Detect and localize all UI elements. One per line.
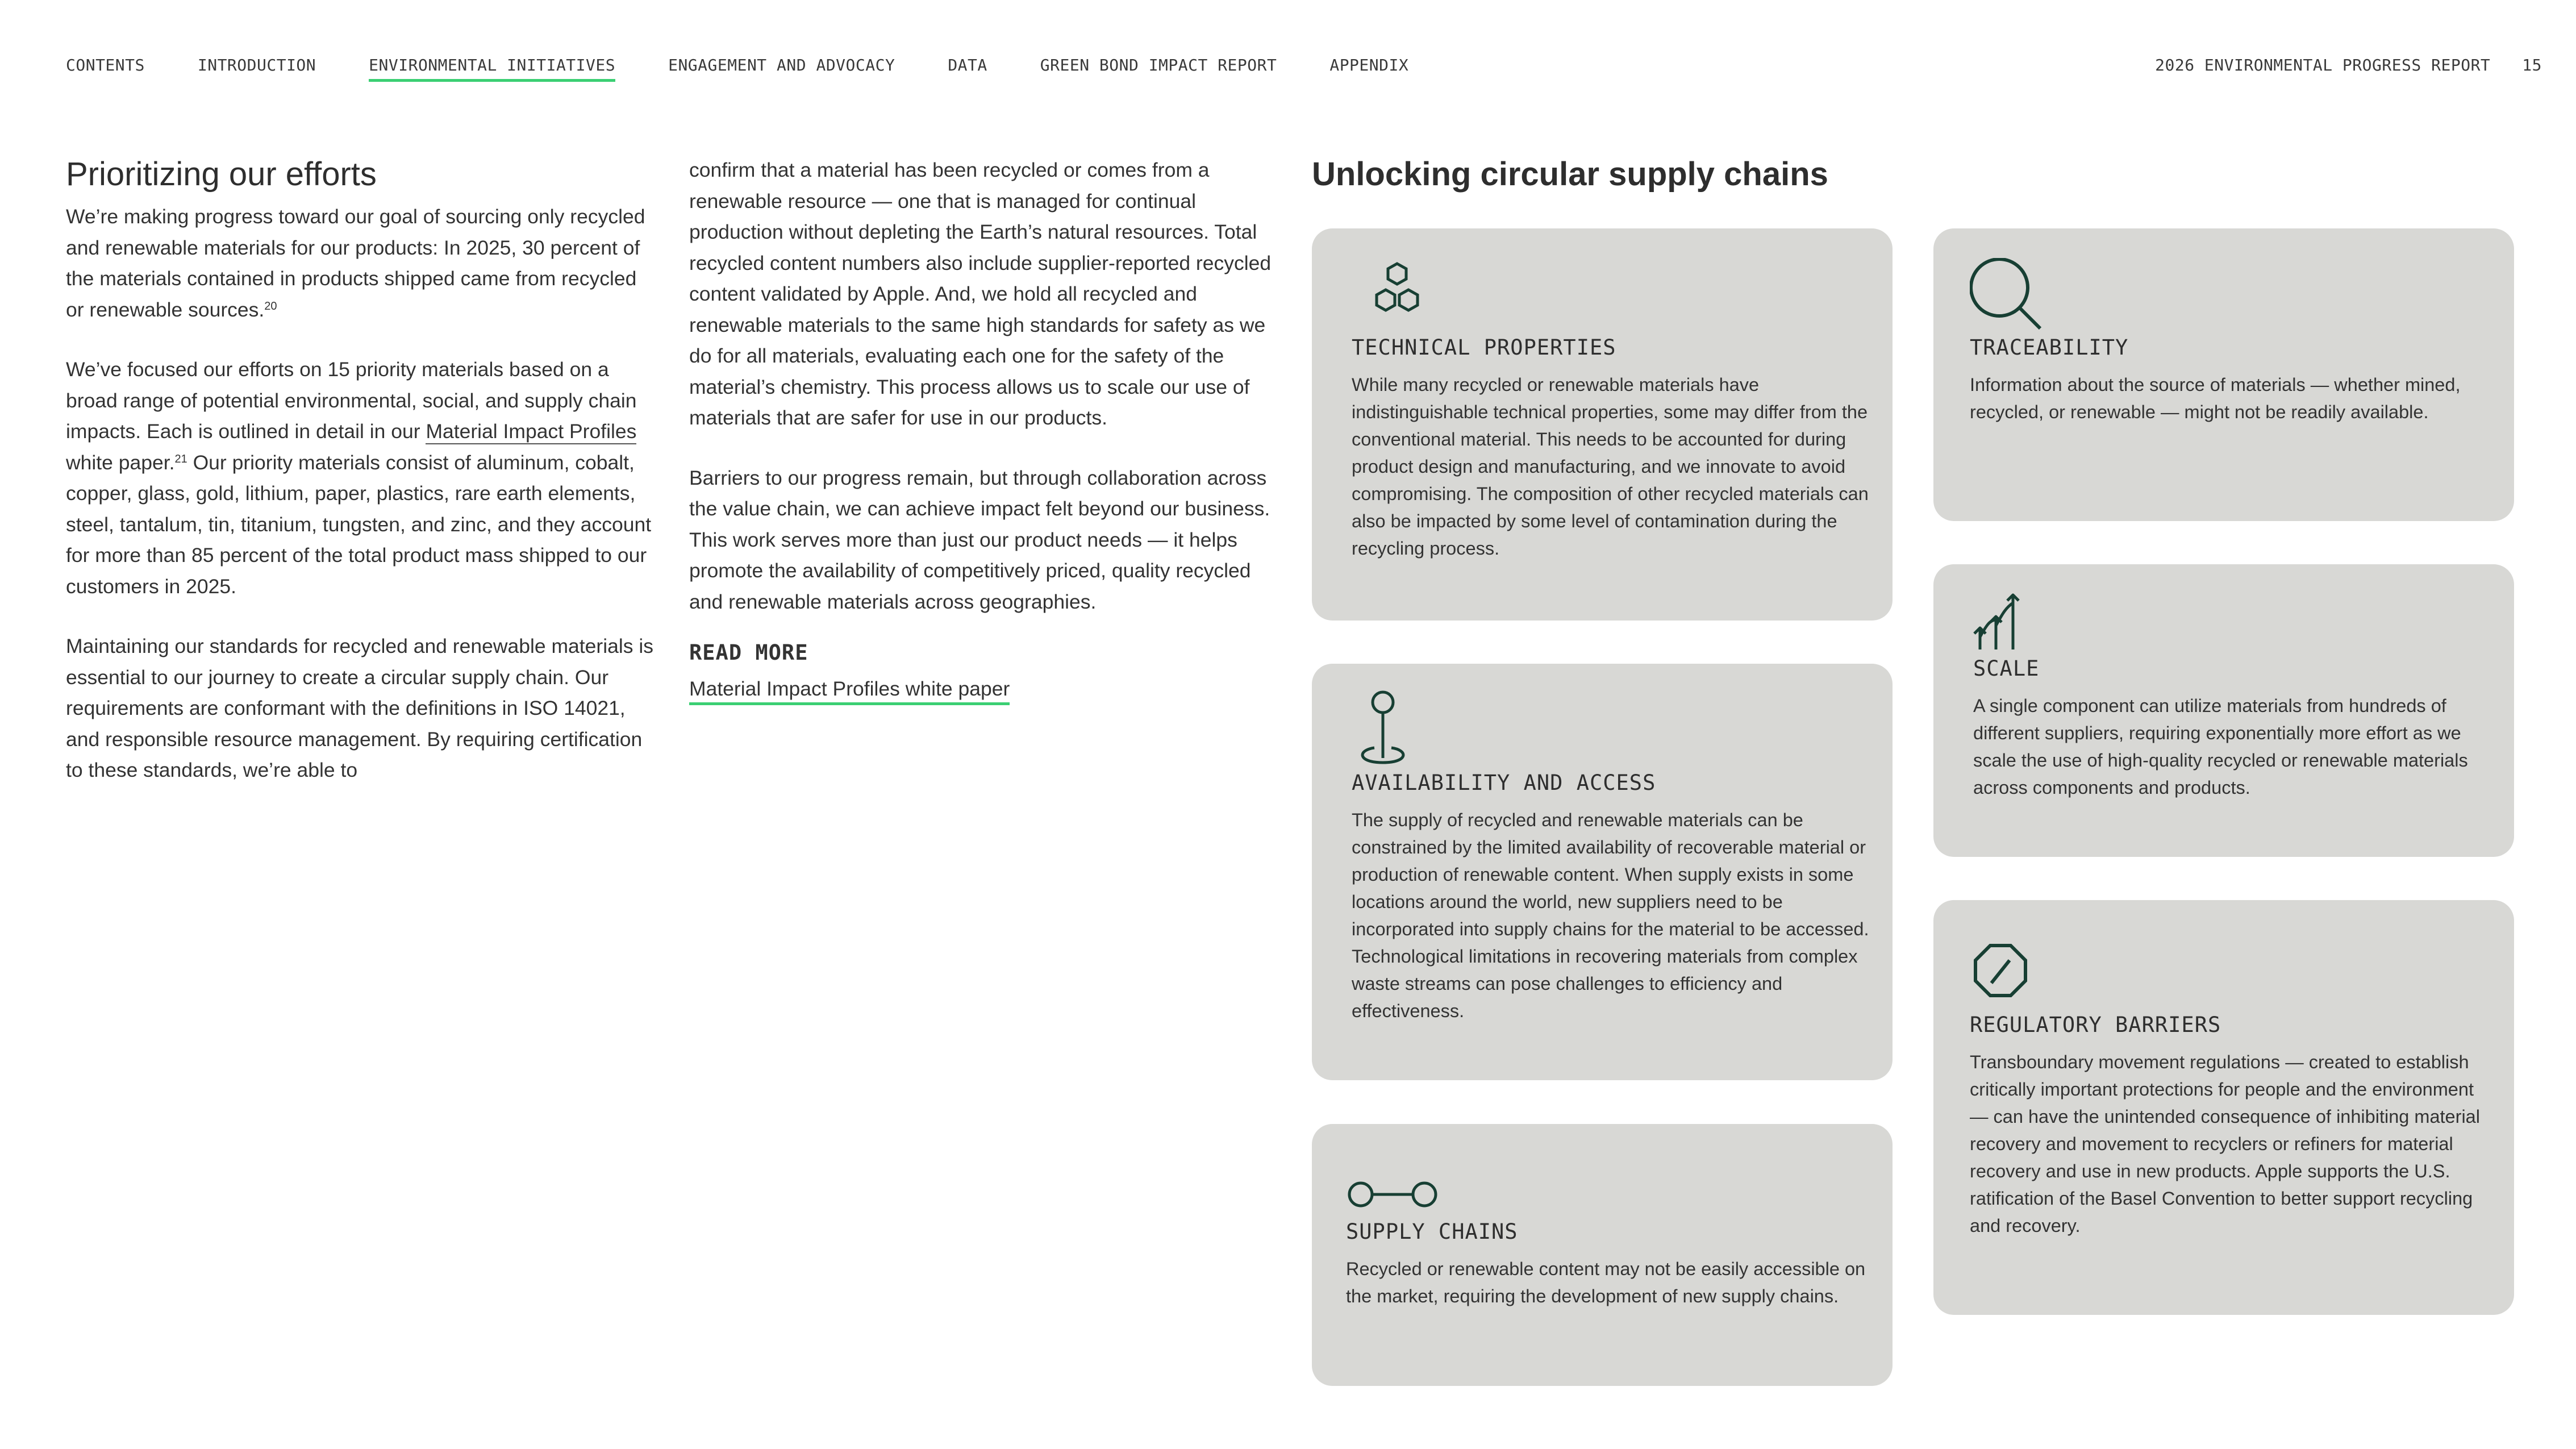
card-availability-title: AVAILABILITY AND ACCESS — [1352, 771, 1656, 795]
paragraph-priority-intro: We’ve focused our efforts on 15 priority materials based on a broad range of potential environmental, social, and supply chain impacts. Each is outlined in detail in our — [66, 358, 637, 443]
chain-link-icon — [1346, 1154, 1870, 1216]
card-supply-text: Recycled or renewable content may not be easily accessible on the market, requiring the development of new supply chains. — [1346, 1259, 1866, 1306]
section-heading-circular: Unlocking circular supply chains — [1312, 156, 1828, 193]
stop-octagon-icon — [1970, 930, 2491, 1009]
card-scale-title: SCALE — [1973, 656, 2040, 681]
card-supply-chains — [1312, 1124, 1893, 1386]
paragraph-certification: confirm that a material has been recycled or comes from a renewable resource — one that is managed for continual production without depleting the Earth’s natural resources. Total recycled content numbers also include supplier-reported recycled content validated by Apple. And, we hold all recycled and renewable materials to the same high standards for safety as we do for all materials, evaluating each one for the safety of the material’s chemistry. This process allows us to scale our use of materials that are safer for use in our products. — [689, 159, 1272, 429]
paragraph-standards: Maintaining our standards for recycled and renewable materials is essential to our journey to create a circular supply chain. Our requirements are conformant with the definitions in ISO 14021, and responsible resource management. By requiring certification to these standards, we’re able to — [66, 635, 653, 781]
report-header — [2155, 56, 2542, 74]
nav-data[interactable]: DATA — [948, 56, 987, 74]
growth-arrows-icon — [1973, 590, 2491, 653]
paragraph-priority-rest: Our priority materials consist of aluminum, cobalt, copper, glass, gold, lithium, paper, plastics, rare earth elements, steel, tantalum, tin, titanium, tungsten, and zinc, and they account for more than 85 percent of the total product mass shipped to our customers in 2025. — [66, 451, 652, 598]
paragraph-barriers: Barriers to our progress remain, but through collaboration across the value chain, we can achieve impact felt beyond our business. This work serves more than just our product needs — it helps promote the availability of competitively priced, quality recycled and renewable materials across geographies. — [689, 466, 1270, 613]
nav-tabs — [66, 56, 1461, 82]
magnifier-icon — [1970, 258, 2491, 332]
card-scale-text: A single component can utilize materials from hundreds of different suppliers, requiring exponentially more effort as we scale the use of high-quality recycled or renewable materials across components and products. — [1973, 696, 2468, 798]
location-pin-icon — [1352, 693, 1870, 767]
nav-green-bond-impact-report[interactable]: GREEN BOND IMPACT REPORT — [1040, 56, 1277, 74]
card-regulatory-text: Transboundary movement regulations — created to establish critically important protections for people and the environment — can have the unintended consequence of inhibiting material recovery and movement to recyclers or refiners for material recovery and use in new products. Apple supports the U.S. ratification of the Basel Convention to better support recycling and recovery. — [1970, 1052, 2480, 1236]
footnote-ref-21[interactable]: 21 — [174, 452, 187, 465]
read-more-label: READ MORE — [689, 640, 808, 665]
paragraph-progress-text: We’re making progress toward our goal of sourcing only recycled and renewable materials for our products: In 2025, 30 percent of the materials contained in products shipped came from recycled or renewable sources. — [66, 205, 645, 321]
paragraph-priority-materials — [66, 354, 657, 602]
report-title: 2026 ENVIRONMENTAL PROGRESS REPORT — [2155, 56, 2491, 74]
card-technical-properties — [1312, 228, 1893, 621]
card-supply-title: SUPPLY CHAINS — [1346, 1219, 1518, 1244]
hexagons-icon — [1352, 258, 1870, 332]
card-availability-and-access — [1312, 664, 1893, 1080]
card-traceability-text: Information about the source of materials — whether mined, recycled, or renewable — might not be readily available. — [1970, 374, 2461, 422]
paragraph-priority-mid: white paper. — [66, 451, 175, 474]
card-availability-text: The supply of recycled and renewable materials can be constrained by the limited availability of recoverable material or production of renewable content. When supply exists in some locations around the world, new suppliers need to be incorporated into supply chains for the material to be accessed. Technological limitations in recovering materials from complex waste streams can pose challenges to efficiency and effectiveness. — [1352, 810, 1869, 1021]
paragraph-progress — [66, 201, 657, 325]
card-technical-text: While many recycled or renewable materials have indistinguishable technical properties, some may differ from the conventional material. This needs to be accounted for during product design and manufacturing, and we innovate to avoid compromising. The composition of other recycled materials can also be impacted by some level of contamination during the recycling process. — [1352, 374, 1869, 559]
nav-engagement-and-advocacy[interactable]: ENGAGEMENT AND ADVOCACY — [668, 56, 895, 74]
nav-introduction[interactable]: INTRODUCTION — [197, 56, 316, 74]
page-number: 15 — [2522, 56, 2542, 74]
white-paper-link[interactable]: Material Impact Profiles white paper — [689, 675, 1010, 705]
card-traceability-title: TRACEABILITY — [1970, 335, 2129, 360]
card-scale — [1933, 564, 2514, 857]
section-heading-prioritizing: Prioritizing our efforts — [66, 156, 377, 193]
nav-contents[interactable]: CONTENTS — [66, 56, 145, 74]
card-regulatory-barriers — [1933, 900, 2514, 1315]
card-technical-title: TECHNICAL PROPERTIES — [1352, 335, 1616, 360]
nav-appendix[interactable]: APPENDIX — [1329, 56, 1409, 74]
middle-column — [689, 155, 1286, 705]
nav-environmental-initiatives[interactable]: ENVIRONMENTAL INITIATIVES — [369, 56, 615, 82]
card-traceability — [1933, 228, 2514, 521]
material-impact-profiles-link[interactable]: Material Impact Profiles — [426, 420, 636, 444]
card-regulatory-title: REGULATORY BARRIERS — [1970, 1013, 2221, 1037]
left-column — [66, 155, 657, 815]
top-navigation — [66, 56, 2542, 84]
footnote-ref-20[interactable]: 20 — [264, 299, 277, 313]
